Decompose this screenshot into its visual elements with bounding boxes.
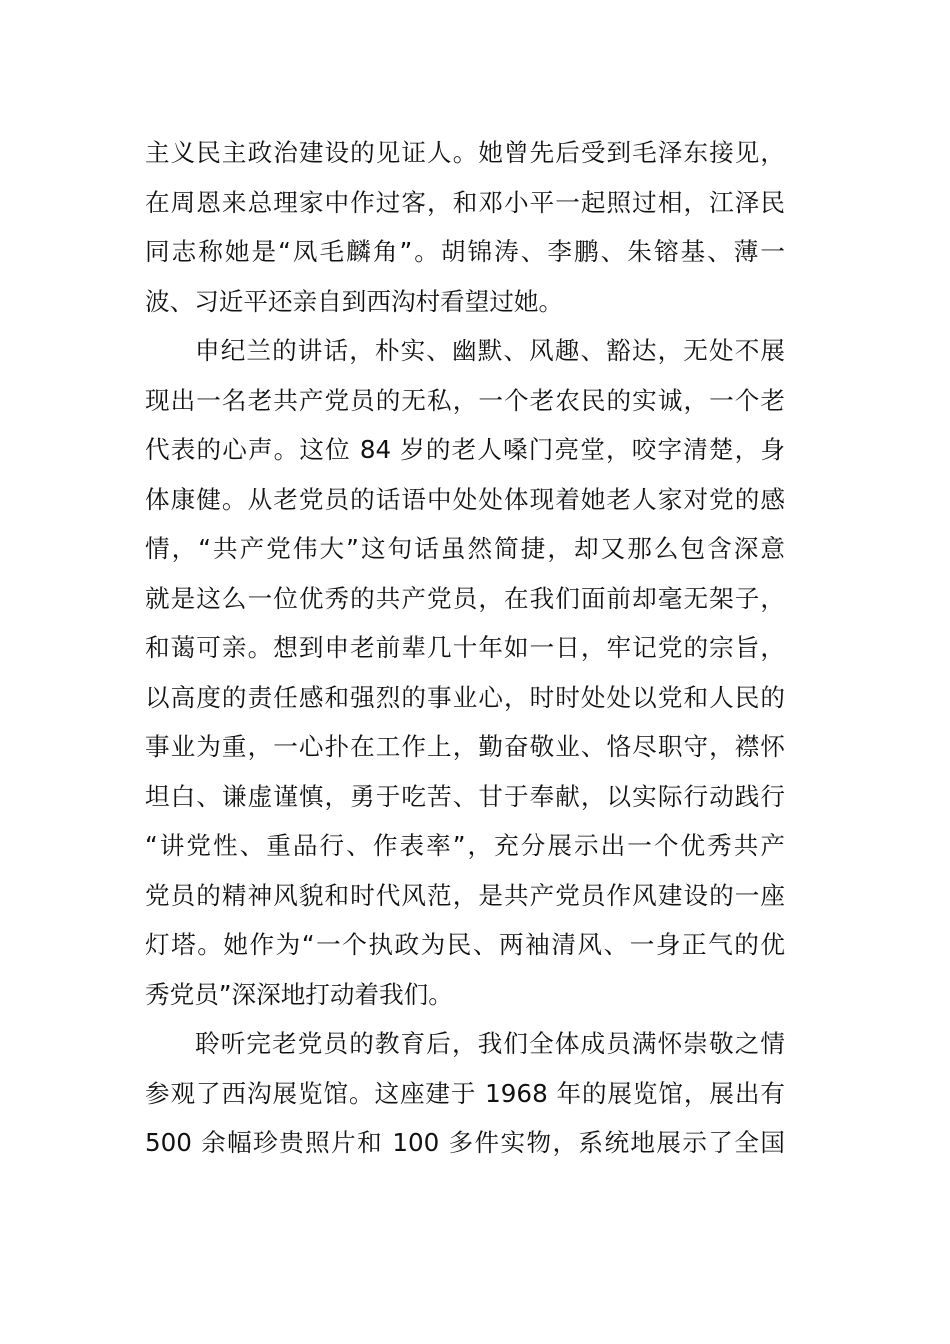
paragraph-1-line-2: 在周恩来总理家中作过客，和邓小平一起照过相，江泽民 — [145, 187, 785, 217]
paragraph-1-line-1: 主义民主政治建设的见证人。她曾先后受到毛泽东接见， — [145, 138, 785, 167]
paragraph-2-line-1: 申纪兰的讲话，朴实、幽默、风趣、豁达，无处不展 — [195, 336, 785, 365]
paragraph-2-line-3: 代表的心声。这位 84 岁的老人嗓门亮堂，咬字清楚，身 — [145, 435, 785, 464]
paragraph-2-line-4: 体康健。从老党员的话语中处处体现着她老人家对党的感 — [145, 484, 785, 514]
document-body — [145, 128, 785, 1168]
paragraph-2-line-9: 事业为重，一心扑在工作上，勤奋敬业、恪尽职守，襟怀 — [145, 732, 785, 761]
paragraph-2-line-13: 灯塔。她作为“一个执政为民、两袖清风、一身正气的优 — [145, 930, 785, 959]
paragraph-2-line-2: 现出一名老共产党员的无私，一个老农民的实诚，一个老 — [145, 385, 785, 415]
paragraph-2-line-14: 秀党员”深深地打动着我们。 — [145, 979, 453, 1009]
paragraph-3-line-1: 聆听完老党员的教育后，我们全体成员满怀崇敬之情 — [195, 1029, 785, 1058]
paragraph-2-line-6: 就是这么一位优秀的共产党员，在我们面前却毫无架子， — [145, 583, 785, 613]
paragraph-2-line-10: 坦白、谦虚谨慎，勇于吃苦、甘于奉献，以实际行动践行 — [145, 781, 785, 811]
paragraph-2-line-8: 以高度的责任感和强烈的事业心，时时处处以党和人民的 — [145, 682, 785, 712]
paragraph-2-line-12: 党员的精神风貌和时代风范，是共产党员作风建设的一座 — [145, 880, 785, 910]
paragraph-1-line-4: 波、习近平还亲自到西沟村看望过她。 — [145, 286, 564, 316]
paragraph-2-line-7: 和蔼可亲。想到申老前辈几十年如一日，牢记党的宗旨， — [145, 633, 785, 662]
paragraph-3-line-2: 参观了西沟展览馆。这座建于 1968 年的展览馆，展出有 — [145, 1078, 785, 1108]
paragraph-3-line-3: 500 余幅珍贵照片和 100 多件实物，系统地展示了全国 — [145, 1128, 785, 1157]
paragraph-1-line-3: 同志称她是“凤毛麟角”。胡锦涛、李鹏、朱镕基、薄一 — [145, 237, 785, 266]
paragraph-2-line-5: 情，“共产党伟大”这句话虽然简捷，却又那么包含深意 — [145, 534, 785, 563]
paragraph-2-line-11: “讲党性、重品行、作表率”，充分展示出一个优秀共产 — [145, 831, 785, 860]
